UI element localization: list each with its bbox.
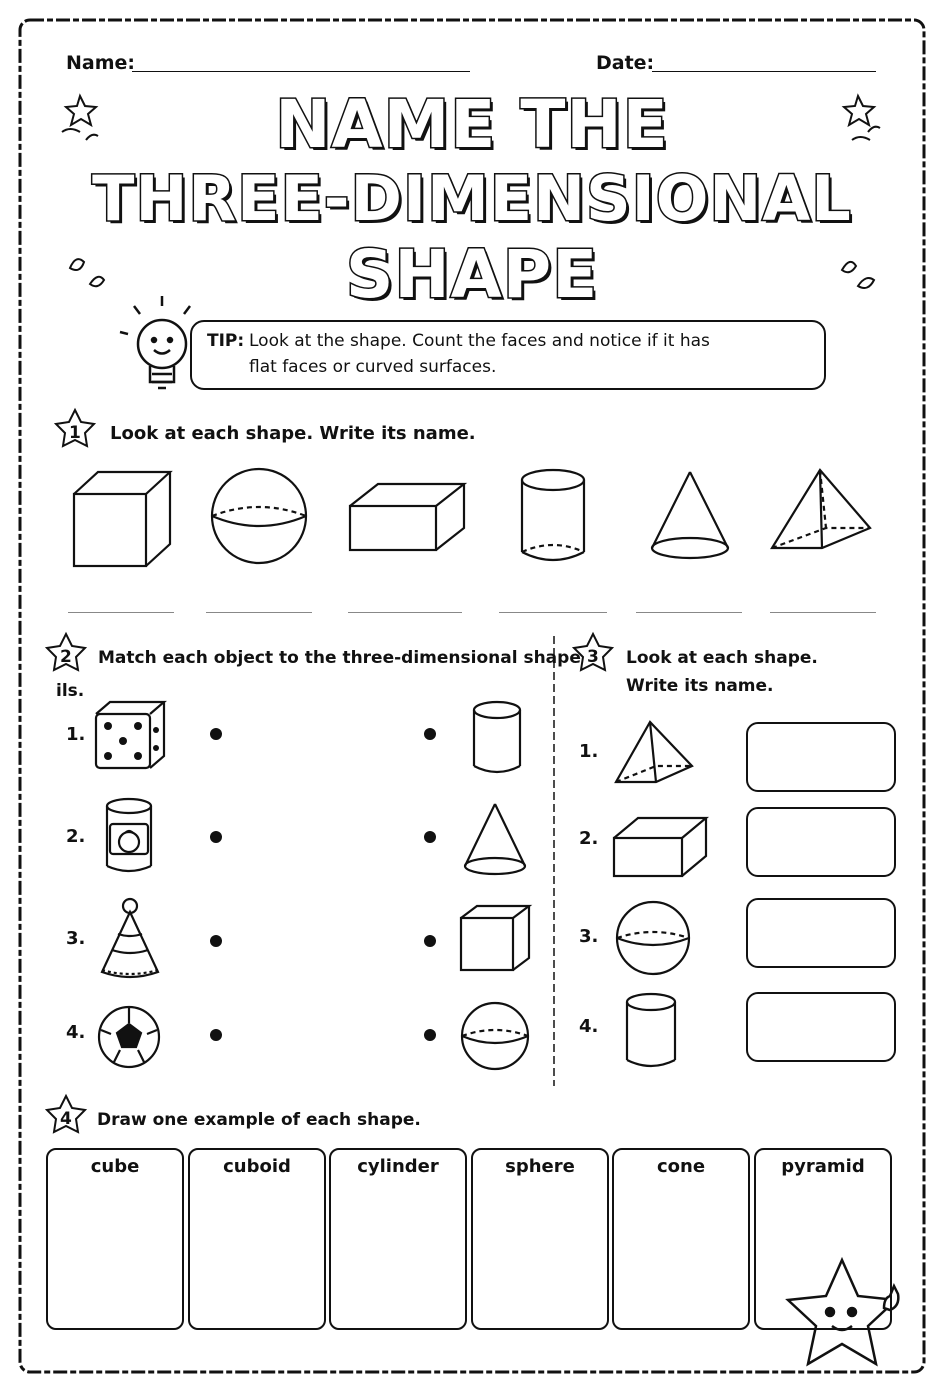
cylinder-icon-match — [474, 702, 520, 772]
answer-line-5[interactable] — [636, 612, 742, 613]
draw-box-label: sphere — [505, 1156, 575, 1177]
draw-box-pyramid[interactable] — [754, 1148, 892, 1330]
answer-box-1[interactable] — [746, 722, 896, 792]
date-label: Date: — [596, 52, 655, 74]
match-dot-left-4[interactable] — [210, 1029, 222, 1041]
cone-icon — [652, 472, 728, 558]
party-hat-icon — [102, 899, 158, 977]
match-dot-left-2[interactable] — [210, 831, 222, 843]
cylinder-icon-s3 — [627, 994, 675, 1066]
name-input-line[interactable] — [132, 71, 470, 72]
cuboid-icon — [350, 484, 464, 550]
section-4-instruction: Draw one example of each shape. — [97, 1110, 421, 1130]
title-line-3: SHAPE — [345, 236, 599, 313]
cylinder-icon — [522, 470, 584, 560]
draw-box-label: cuboid — [223, 1156, 291, 1177]
answer-line-1[interactable] — [68, 612, 174, 613]
answer-line-3[interactable] — [348, 612, 462, 613]
match-dot-left-1[interactable] — [210, 728, 222, 740]
title-line-2: THREE-DIMENSIONAL — [92, 162, 852, 235]
section-2-number: 2 — [60, 647, 72, 667]
match-row-number: 1. — [66, 724, 86, 745]
draw-box-cylinder[interactable] — [329, 1148, 467, 1330]
answer-line-2[interactable] — [206, 612, 312, 613]
tomato-can-icon — [107, 799, 151, 871]
section-3-instruction-line-2: Write its name. — [626, 676, 774, 696]
section-3-instruction-line-1: Look at each shape. — [626, 648, 818, 668]
draw-box-label: cone — [656, 1156, 706, 1177]
match-dot-right-4[interactable] — [424, 1029, 436, 1041]
section-1-number: 1 — [69, 423, 81, 443]
name-row-number: 1. — [579, 741, 599, 762]
tip-text-line-1: Look at the shape. Count the faces and notice if it has — [249, 331, 710, 351]
match-dot-right-2[interactable] — [424, 831, 436, 843]
date-input-line[interactable] — [652, 71, 876, 72]
sphere-icon-match — [462, 1003, 528, 1069]
cube-icon — [74, 472, 170, 566]
section-2-instruction-line-2: ils. — [56, 681, 85, 701]
draw-box-cuboid[interactable] — [188, 1148, 326, 1330]
cuboid-icon-s3 — [614, 818, 706, 876]
draw-box-cone[interactable] — [612, 1148, 750, 1330]
section-1-instruction: Look at each shape. Write its name. — [110, 423, 476, 444]
draw-box-sphere[interactable] — [471, 1148, 609, 1330]
match-row-number: 2. — [66, 826, 86, 847]
draw-box-label: cube — [90, 1156, 140, 1177]
tip-text-line-2: flat faces or curved surfaces. — [249, 357, 497, 377]
match-dot-right-3[interactable] — [424, 935, 436, 947]
match-dot-left-3[interactable] — [210, 935, 222, 947]
name-row-number: 4. — [579, 1016, 599, 1037]
dice-icon — [96, 702, 164, 768]
sphere-icon-s3 — [617, 902, 689, 974]
answer-box-4[interactable] — [746, 992, 896, 1062]
match-row-number: 4. — [66, 1022, 86, 1043]
name-row-number: 3. — [579, 926, 599, 947]
soccer-ball-icon — [99, 1007, 159, 1067]
sphere-icon — [212, 469, 306, 563]
draw-box-label: cylinder — [357, 1156, 439, 1177]
tip-label: TIP: — [207, 331, 245, 351]
section-3-number: 3 — [587, 647, 599, 667]
pyramid-icon-s3 — [616, 722, 692, 782]
name-label: Name: — [66, 52, 136, 74]
cube-icon-match — [461, 906, 529, 970]
answer-box-3[interactable] — [746, 898, 896, 968]
name-row-number: 2. — [579, 828, 599, 849]
draw-box-cube[interactable] — [46, 1148, 184, 1330]
cone-icon-match — [465, 804, 525, 874]
match-dot-right-1[interactable] — [424, 728, 436, 740]
pyramid-icon — [772, 470, 870, 548]
answer-line-4[interactable] — [499, 612, 607, 613]
title-line-1: NAME THE — [275, 86, 669, 163]
section-4-number: 4 — [60, 1109, 72, 1129]
draw-box-label: pyramid — [781, 1156, 865, 1177]
answer-line-6[interactable] — [770, 612, 876, 613]
section-2-instruction-line-1: Match each object to the three-dimensional shape — [98, 648, 581, 668]
answer-box-2[interactable] — [746, 807, 896, 877]
match-row-number: 3. — [66, 928, 86, 949]
